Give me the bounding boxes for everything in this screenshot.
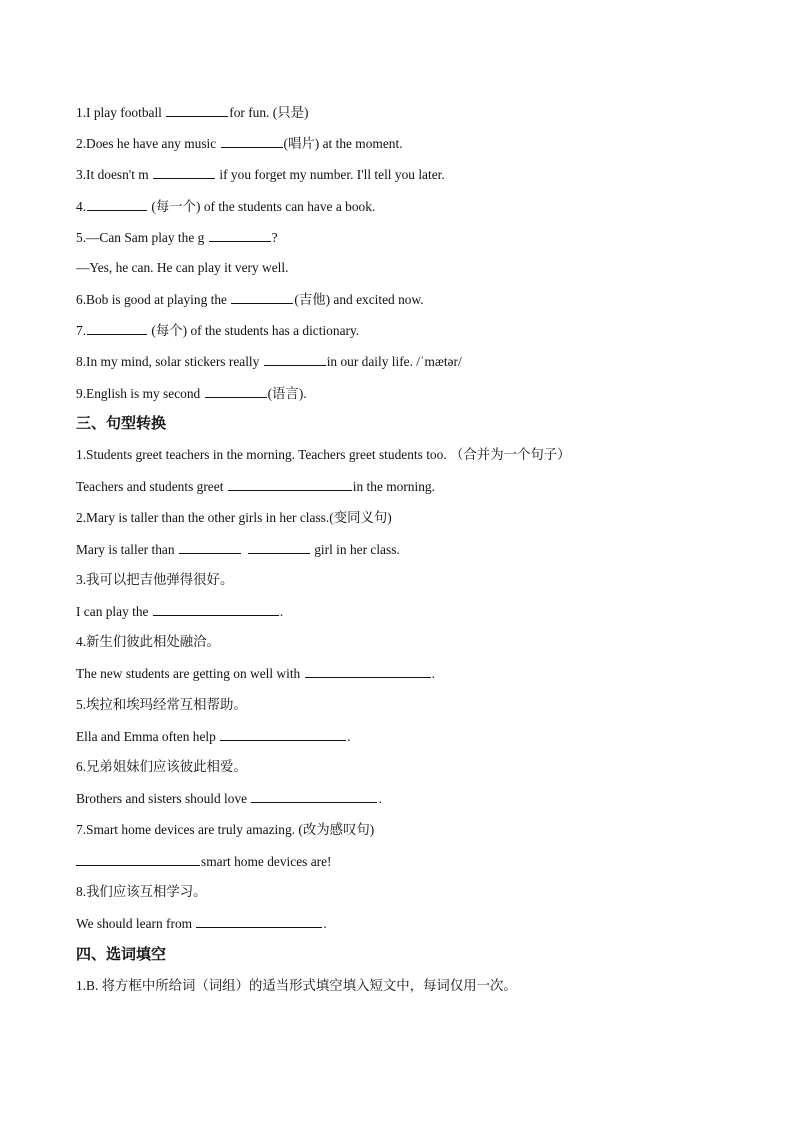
question-text: 4.	[76, 199, 87, 214]
question-5	[76, 228, 278, 247]
question-text: Ella and Emma often help	[76, 729, 220, 744]
section-heading-3: 三、句型转换	[76, 414, 167, 432]
question-text: 1.Students greet teachers in the morning. Teachers greet students too. （合并为一个句子）	[76, 447, 571, 462]
s3-question-8	[76, 883, 207, 901]
question-1	[76, 103, 308, 122]
s3-answer-7	[76, 852, 332, 871]
answer-blank[interactable]	[166, 103, 228, 117]
s3-question-7	[76, 821, 374, 839]
question-text: We should learn from	[76, 916, 196, 931]
s3-question-2	[76, 509, 392, 527]
question-text: 2.Mary is taller than the other girls in her class.(变同义句)	[76, 510, 392, 525]
question-2	[76, 134, 403, 153]
answer-blank[interactable]	[231, 290, 293, 304]
question-text: for fun. (只是)	[229, 105, 309, 120]
question-8	[76, 352, 462, 371]
question-text: Mary is taller than	[76, 542, 178, 557]
answer-blank[interactable]	[248, 540, 310, 554]
s3-question-3	[76, 571, 233, 589]
question-text: 5.—Can Sam play the g	[76, 230, 208, 245]
s3-answer-4	[76, 664, 435, 683]
question-text: 6.兄弟姐妹们应该彼此相爱。	[76, 759, 247, 774]
answer-blank[interactable]	[205, 384, 267, 398]
answer-blank[interactable]	[153, 165, 215, 179]
question-text: in the morning.	[352, 479, 435, 494]
question-text: ?	[271, 230, 278, 245]
question-5-answer	[76, 259, 288, 277]
question-text: 9.English is my second	[76, 386, 204, 401]
question-text: Brothers and sisters should love	[76, 791, 251, 806]
question-text: (语言).	[267, 386, 307, 401]
answer-blank[interactable]	[153, 602, 279, 616]
instruction-text: 1.B. 将方框中所给词（词组）的适当形式填空填入短文中，每词仅用一次。	[76, 978, 517, 993]
question-text: .	[323, 916, 327, 931]
s3-question-1	[76, 446, 571, 464]
question-text: 1.I play football	[76, 105, 166, 120]
answer-blank[interactable]	[221, 134, 283, 148]
s3-answer-6	[76, 789, 382, 808]
answer-blank[interactable]	[179, 540, 241, 554]
question-text: .	[378, 791, 382, 806]
s3-answer-3	[76, 602, 283, 621]
question-text: smart home devices are!	[201, 854, 332, 869]
question-text: 6.Bob is good at playing the	[76, 292, 231, 307]
question-text: in our daily life. /ˈmætər/	[326, 354, 462, 369]
question-text: —Yes, he can. He can play it very well.	[76, 260, 289, 275]
question-3	[76, 165, 445, 184]
s3-answer-8	[76, 914, 327, 933]
question-text: 8.In my mind, solar stickers really	[76, 354, 263, 369]
question-6	[76, 290, 424, 309]
question-text: (唱片) at the moment.	[283, 136, 403, 151]
answer-blank[interactable]	[305, 664, 431, 678]
s3-question-4	[76, 633, 220, 651]
question-text: I can play the	[76, 604, 152, 619]
s3-answer-1	[76, 477, 435, 496]
answer-blank[interactable]	[209, 228, 271, 242]
s3-answer-5	[76, 727, 351, 746]
question-text: (每个) of the students has a dictionary.	[148, 323, 360, 338]
question-text: Teachers and students greet	[76, 479, 227, 494]
question-text: girl in her class.	[310, 542, 400, 557]
question-text: .	[279, 604, 284, 619]
answer-blank[interactable]	[196, 914, 322, 928]
question-text: 7.Smart home devices are truly amazing. (改为感叹句)	[76, 822, 375, 837]
question-text: 3.It doesn't m	[76, 167, 153, 182]
question-9	[76, 384, 307, 403]
question-text: 2.Does he have any music	[76, 136, 220, 151]
answer-blank[interactable]	[251, 789, 377, 803]
answer-blank[interactable]	[87, 197, 147, 211]
section-heading-4: 四、选词填空	[76, 945, 167, 963]
question-text: (吉他) and excited now.	[294, 292, 424, 307]
answer-blank[interactable]	[87, 321, 147, 335]
question-text: .	[431, 666, 435, 681]
s3-question-5	[76, 696, 247, 714]
question-text: The new students are getting on well with	[76, 666, 304, 681]
question-text: 8.我们应该互相学习。	[76, 884, 207, 899]
question-text: .	[347, 729, 351, 744]
question-7	[76, 321, 359, 340]
question-text: 4.新生们彼此相处融洽。	[76, 634, 220, 649]
s3-answer-2	[76, 540, 400, 559]
answer-blank[interactable]	[264, 352, 326, 366]
question-text: if you forget my number. I'll tell you later.	[216, 167, 445, 182]
question-text: 5.埃拉和埃玛经常互相帮助。	[76, 697, 247, 712]
question-4	[76, 197, 375, 216]
question-text: 3.我可以把吉他弹得很好。	[76, 572, 234, 587]
question-text: 7.	[76, 323, 87, 338]
s4-instruction	[76, 977, 517, 995]
s3-question-6	[76, 758, 247, 776]
answer-blank[interactable]	[228, 477, 352, 491]
answer-blank[interactable]	[220, 727, 346, 741]
question-text: (每一个) of the students can have a book.	[148, 199, 376, 214]
answer-blank[interactable]	[76, 852, 200, 866]
